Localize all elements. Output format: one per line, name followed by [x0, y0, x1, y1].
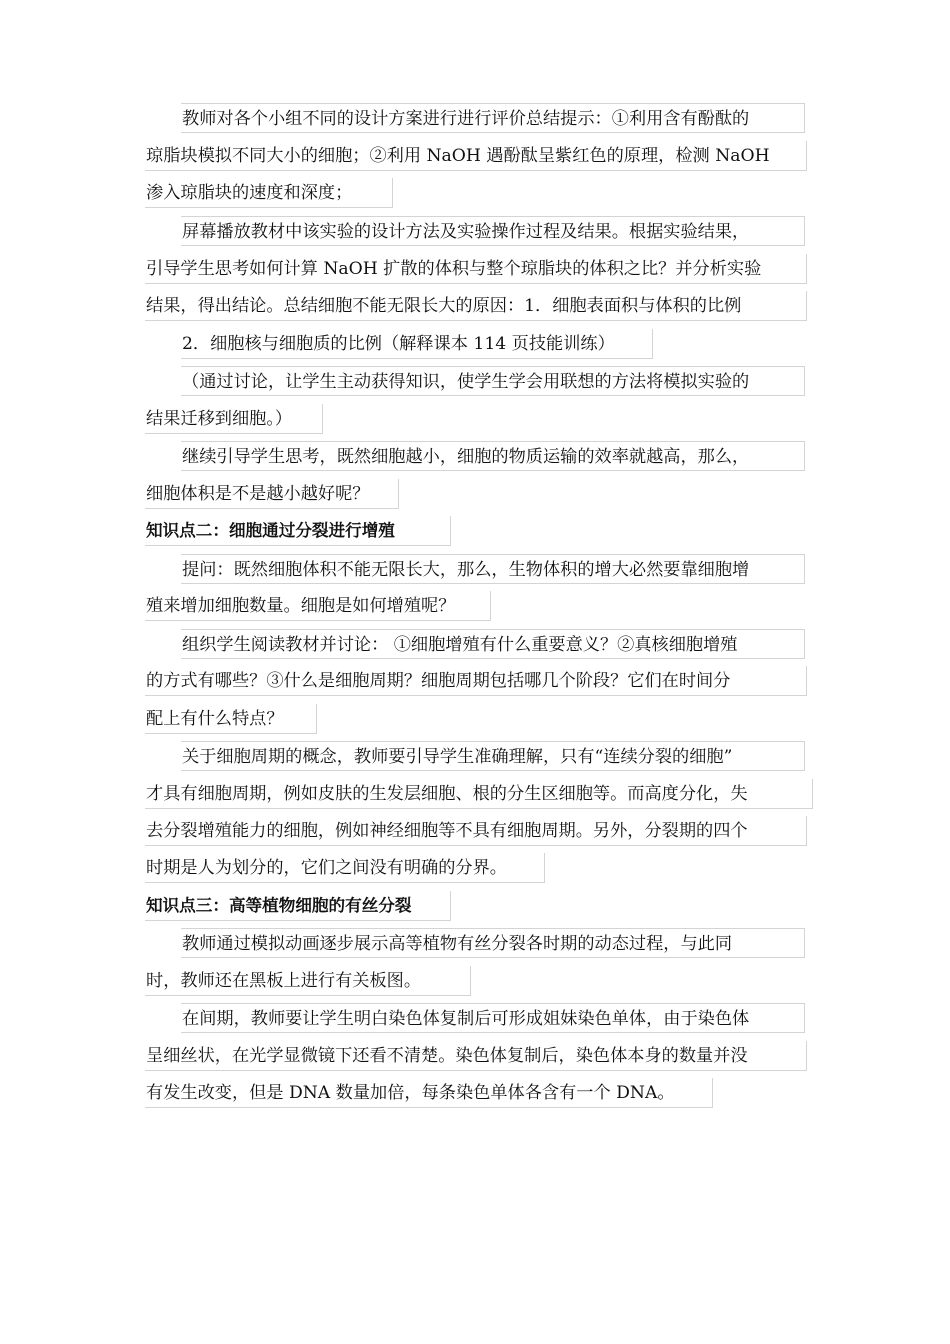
text-line-25: 在间期，教师要让学生明白染色体复制后可形成姐妹染色单体，由于染色体 — [181, 1003, 805, 1033]
text-line-2: 琼脂块模拟不同大小的细胞；②利用 NaOH 遇酚酞呈紫红色的原理，检测 NaOH — [145, 141, 807, 171]
text-line-5: 引导学生思考如何计算 NaOH 扩散的体积与整个琼脂块的体积之比？并分析实验 — [145, 254, 807, 284]
text-line-16: 的方式有哪些？③什么是细胞周期？细胞周期包括哪几个阶段？它们在时间分 — [145, 666, 807, 696]
text-line-27: 有发生改变，但是 DNA 数量加倍，每条染色单体各含有一个 DNA。 — [145, 1078, 713, 1108]
text-line-26: 呈细丝状，在光学显微镜下还看不清楚。染色体复制后，染色体本身的数量并没 — [145, 1041, 807, 1071]
text-line-9: 结果迁移到细胞。） — [145, 404, 323, 434]
text-line-3: 渗入琼脂块的速度和深度； — [145, 178, 393, 208]
text-line-8: （通过讨论，让学生主动获得知识，使学生学会用联想的方法将模拟实验的 — [181, 366, 805, 396]
text-line-10: 继续引导学生思考，既然细胞越小，细胞的物质运输的效率就越高，那么， — [181, 441, 805, 471]
text-line-6: 结果，得出结论。总结细胞不能无限长大的原因：1．细胞表面积与体积的比例 — [145, 291, 807, 321]
text-line-20: 去分裂增殖能力的细胞，例如神经细胞等不具有细胞周期。另外，分裂期的四个 — [145, 816, 807, 846]
text-line-11: 细胞体积是不是越小越好呢？ — [145, 479, 399, 509]
text-line-4: 屏幕播放教材中该实验的设计方法及实验操作过程及结果。根据实验结果， — [181, 216, 805, 246]
section-heading-3: 知识点三：高等植物细胞的有丝分裂 — [145, 891, 451, 921]
text-line-7: 2．细胞核与细胞质的比例（解释课本 114 页技能训练） — [181, 329, 653, 359]
text-line-21: 时期是人为划分的，它们之间没有明确的分界。 — [145, 853, 545, 883]
section-heading-2: 知识点二：细胞通过分裂进行增殖 — [145, 516, 451, 546]
text-line-1: 教师对各个小组不同的设计方案进行进行评价总结提示：①利用含有酚酞的 — [181, 103, 805, 133]
text-line-23: 教师通过模拟动画逐步展示高等植物有丝分裂各时期的动态过程，与此同 — [181, 928, 805, 958]
text-line-24: 时，教师还在黑板上进行有关板图。 — [145, 966, 471, 996]
text-line-18: 关于细胞周期的概念，教师要引导学生准确理解，只有“连续分裂的细胞” — [181, 741, 805, 771]
text-line-15: 组织学生阅读教材并讨论： ①细胞增殖有什么重要意义？②真核细胞增殖 — [181, 629, 805, 659]
text-line-13: 提问：既然细胞体积不能无限长大，那么，生物体积的增大必然要靠细胞增 — [181, 554, 805, 584]
text-line-19: 才具有细胞周期，例如皮肤的生发层细胞、根的分生区细胞等。而高度分化，失 — [145, 779, 813, 809]
text-line-14: 殖来增加细胞数量。细胞是如何增殖呢？ — [145, 591, 491, 621]
text-line-17: 配上有什么特点？ — [145, 704, 317, 734]
